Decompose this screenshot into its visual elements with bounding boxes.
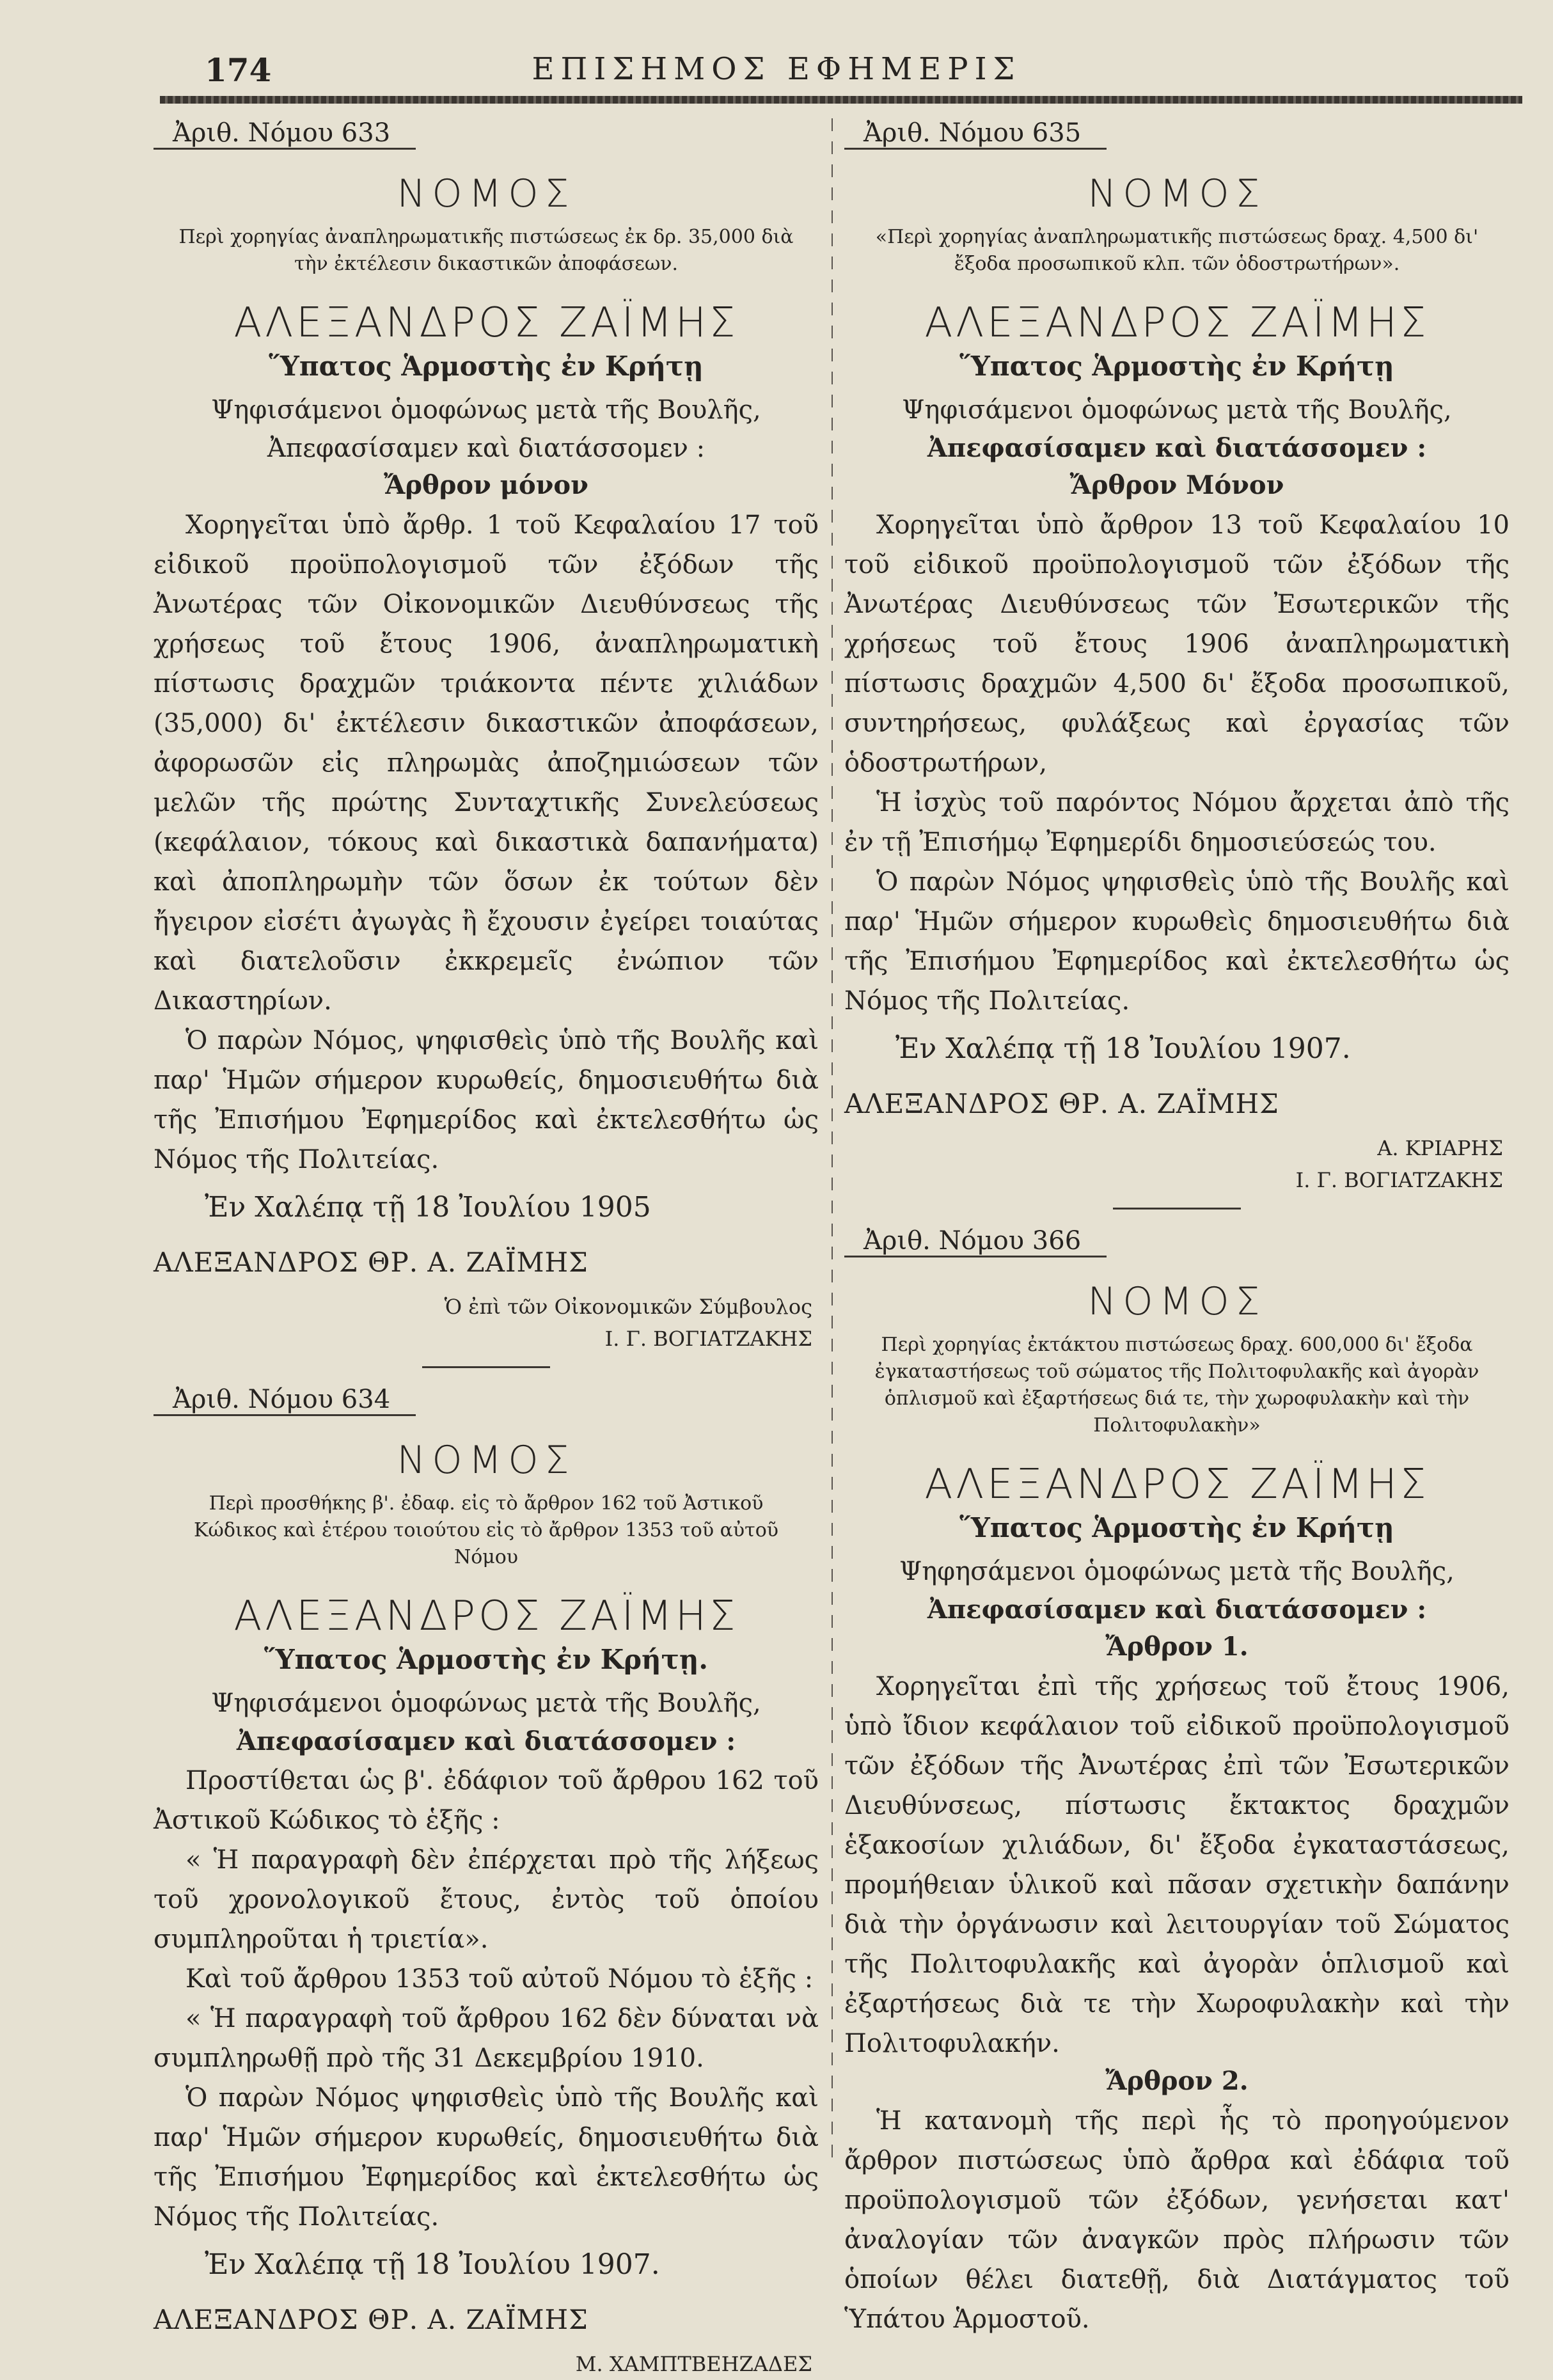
law-number: Ἀριθ. Νόμου 366: [844, 1226, 1107, 1257]
issuer-name: ΑΛΕΞΑΝΔΡΟΣ ΖΑΪΜΗΣ: [924, 299, 1430, 347]
law-subject: «Περὶ χορηγίας ἀναπληρωματικῆς πιστώσεως δραχ. 4,500 δι' ἔξοδα προσωπικοῦ κλπ. τῶν ὁδοστρωτήρων».: [875, 226, 1479, 275]
issuer-title: Ὕπατος Ἁρμοστὴς ἐν Κρήτῃ: [269, 351, 704, 382]
page-number: 174: [205, 51, 272, 89]
article-heading: Ἄρθρον 2.: [1105, 2066, 1249, 2096]
cosigner-name: Ι. Γ. ΒΟΓΙΑΤΖΑΚΗΣ: [1295, 1168, 1503, 1192]
law-paragraph: Χορηγεῖται ἐπὶ τῆς χρήσεως τοῦ ἔτους 1906, ὑπὸ ἴδιον κεφάλαιον τοῦ εἰδικοῦ προϋπολογισμοῦ τῶν ἐξόδων τῆς Ἀνωτέρας ἐπὶ τῶν Ἐσωτερικῶν Διευθύνσεως, πίστωσις ἔκτακτος δραχμῶν ἑξακοσίων χιλιάδων, δι' ἔξοδα ἐγκαταστάσεως, προμήθειαν ὑλικοῦ καὶ πᾶσαν σχετικὴν δαπάνην διὰ τὴν ὀργάνωσιν καὶ λειτουργίαν τοῦ Σώματος τῆς Πολιτοφυλακῆς καὶ ἀγορὰν ὁπλισμοῦ καὶ ἐξαρτήσεως διὰ τε τὴν Χωροφυλακὴν καὶ τὴν Πολιτοφυλακήν.: [844, 1672, 1510, 2058]
law-634: [154, 1385, 819, 2380]
right-column: [844, 118, 1510, 2339]
enactment-formula: Ψηφισάμενοι ὁμοφώνως μετὰ τῆς Βουλῆς,: [902, 395, 1452, 425]
law-633: [154, 118, 819, 1368]
law-heading: ΝΟΜΟΣ: [397, 171, 576, 216]
issuer-name: ΑΛΕΞΑΝΔΡΟΣ ΖΑΪΜΗΣ: [233, 299, 739, 347]
enactment-formula: Ψηφισάμενοι ὁμοφώνως μετὰ τῆς Βουλῆς,: [211, 1689, 761, 1718]
law-date: Ἐν Χαλέπᾳ τῇ 18 Ἰουλίου 1907.: [205, 2248, 660, 2281]
decree-formula: Ἀπεφασίσαμεν καὶ διατάσσομεν :: [927, 1595, 1427, 1625]
issuer-name: ΑΛΕΞΑΝΔΡΟΣ ΖΑΪΜΗΣ: [233, 1593, 739, 1640]
law-635: [844, 118, 1510, 1210]
issuer-title: Ὕπατος Ἁρμοστὴς ἐν Κρήτῃ: [959, 1512, 1394, 1543]
law-number: Ἀριθ. Νόμου 633: [154, 118, 416, 150]
law-separator: [422, 1366, 550, 1368]
decree-formula: Ἀπεφασίσαμεν καὶ διατάσσομεν :: [267, 434, 706, 463]
signature: ΑΛΕΞΑΝΔΡΟΣ ΘΡ. Α. ΖΑΪΜΗΣ: [844, 1088, 1279, 1119]
signature: ΑΛΕΞΑΝΔΡΟΣ ΘΡ. Α. ΖΑΪΜΗΣ: [154, 1247, 588, 1278]
cosigner-name: Α. ΚΡΙΑΡΗΣ: [1377, 1136, 1503, 1160]
law-paragraph: Ὁ παρὼν Νόμος ψηφισθεὶς ὑπὸ τῆς Βουλῆς καὶ παρ' Ἡμῶν σήμερον κυρωθείς, δημοσιευθήτω διὰ τῆς Ἐπισήμου Ἐφημερίδος καὶ ἐκτελεσθήτω ὡς Νόμος τῆς Πολιτείας.: [154, 2083, 819, 2232]
gazette-title: ΕΠΙΣΗΜΟΣ ΕΦΗΜΕΡΙΣ: [532, 51, 1021, 87]
law-subject: Περὶ προσθήκης β'. ἐδαφ. εἰς τὸ ἄρθρον 162 τοῦ Ἀστικοῦ Κώδικος καὶ ἑτέρου τοιούτου εἰς τὸ ἄρθρον 1353 τοῦ αὐτοῦ Νόμου: [194, 1492, 778, 1568]
issuer-name: ΑΛΕΞΑΝΔΡΟΣ ΖΑΪΜΗΣ: [924, 1461, 1430, 1508]
decree-formula: Ἀπεφασίσαμεν καὶ διατάσσομεν :: [927, 433, 1427, 463]
law-number: Ἀριθ. Νόμου 635: [844, 118, 1107, 150]
law-heading: ΝΟΜΟΣ: [1087, 1279, 1266, 1324]
law-paragraph: Ἡ κατανομὴ τῆς περὶ ἧς τὸ προηγούμενον ἄρθρον πιστώσεως ὑπὸ ἄρθρα καὶ ἐδάφια τοῦ προϋπολογισμοῦ τῶν ἐξόδων, γενήσεται κατ' ἀναλογίαν τῶν ἀναγκῶν πρὸς πλήρωσιν τῶν ὁποίων θέλει διατεθῇ, διὰ Διατάγματος τοῦ Ὑπάτου Ἁρμοστοῦ.: [844, 2106, 1510, 2334]
law-subject: Περὶ χορηγίας ἀναπληρωματικῆς πιστώσεως ἐκ δρ. 35,000 διὰ τὴν ἐκτέλεσιν δικαστικῶν ἀποφάσεων.: [178, 226, 794, 275]
law-paragraph: Προστίθεται ὡς β'. ἐδάφιον τοῦ ἄρθρου 162 τοῦ Ἀστικοῦ Κώδικος τὸ ἑξῆς :: [154, 1766, 819, 1835]
header-rule: [160, 96, 1522, 104]
law-heading: ΝΟΜΟΣ: [397, 1438, 576, 1483]
issuer-title: Ὕπατος Ἁρμοστὴς ἐν Κρήτῃ.: [264, 1644, 709, 1675]
article-heading: Ἄρθρον 1.: [1105, 1632, 1249, 1662]
signature: ΑΛΕΞΑΝΔΡΟΣ ΘΡ. Α. ΖΑΪΜΗΣ: [154, 2304, 588, 2335]
enactment-formula: Ψηφισάμενοι ὁμοφώνως μετὰ τῆς Βουλῆς,: [211, 395, 761, 425]
law-paragraph: Ὁ παρὼν Νόμος ψηφισθεὶς ὑπὸ τῆς Βουλῆς καὶ παρ' Ἡμῶν σήμερον κυρωθεὶς δημοσιευθήτω διὰ τῆς Ἐπισήμου Ἐφημερίδος καὶ ἐκτελεσθήτω ὡς Νόμος τῆς Πολιτείας.: [844, 867, 1510, 1016]
law-paragraph: « Ἡ παραγραφὴ δὲν ἐπέρχεται πρὸ τῆς λήξεως τοῦ χρονολογικοῦ ἔτους, ἐντὸς τοῦ ὁποίου συμπληροῦται ἡ τριετία».: [154, 1845, 819, 1954]
law-paragraph: Ἡ ἰσχὺς τοῦ παρόντος Νόμου ἄρχεται ἀπὸ τῆς ἐν τῇ Ἐπισήμῳ Ἐφημερίδι δημοσιεύσεώς του.: [844, 788, 1510, 857]
law-number: Ἀριθ. Νόμου 634: [154, 1385, 416, 1416]
law-paragraph: Χορηγεῖται ὑπὸ ἄρθρ. 1 τοῦ Κεφαλαίου 17 τοῦ εἰδικοῦ προϋπολογισμοῦ τῶν ἐξόδων τῆς Ἀνωτέρας τῶν Οἰκονομικῶν Διευθύνσεως τῆς χρήσεως τοῦ ἔτους 1906, ἀναπληρωματικὴ πίστωσις δραχμῶν τριάκοντα πέντε χιλιάδων (35,000) δι' ἐκτέλεσιν δικαστικῶν ἀποφάσεων, ἀφορωσῶν εἰς πληρωμὰς ἀποζημιώσεων τῶν μελῶν τῆς πρώτης Συνταχτικῆς Συνελεύσεως (κεφάλαιον, τόκους καὶ δικαστικὰ δαπανήματα) καὶ ἀποπληρωμὴν τῶν ὅσων ἐκ τούτων δὲν ἤγειρον εἰσέτι ἀγωγὰς ἢ ἔχουσιν ἐγείρει τοιαύτας καὶ διατελοῦσιν ἐκκρεμεῖς ἐνώπιον τῶν Δικαστηρίων.: [154, 510, 819, 1016]
cosigner-name: Μ. ΧΑΜΠΤΒΕΗΖΑΔΕΣ: [575, 2352, 812, 2376]
law-separator: [1113, 1208, 1241, 1210]
article-heading: Ἄρθρον μόνον: [384, 470, 588, 500]
left-column: [154, 118, 819, 2380]
issuer-title: Ὕπατος Ἁρμοστὴς ἐν Κρήτῃ: [959, 351, 1394, 382]
article-heading: Ἄρθρον Μόνον: [1069, 470, 1284, 500]
law-heading: ΝΟΜΟΣ: [1087, 171, 1266, 216]
decree-formula: Ἀπεφασίσαμεν καὶ διατάσσομεν :: [236, 1726, 736, 1756]
cosigner-name: Ι. Γ. ΒΟΓΙΑΤΖΑΚΗΣ: [604, 1327, 812, 1351]
law-paragraph: « Ἡ παραγραφὴ τοῦ ἄρθρου 162 δὲν δύναται νὰ συμπληρωθῇ πρὸ τῆς 31 Δεκεμβρίου 1910.: [154, 2004, 819, 2073]
law-subject: Περὶ χορηγίας ἐκτάκτου πιστώσεως δραχ. 600,000 δι' ἔξοδα ἐγκαταστήσεως τοῦ σώματος τῆς Πολιτοφυλακῆς καὶ ἀγορὰν ὁπλισμοῦ καὶ ἐξαρτήσεως διά τε, τὴν χωροφυλακὴν καὶ τὴν Πολιτοφυλακὴν»: [874, 1334, 1479, 1437]
law-366: [844, 1226, 1510, 2339]
law-date: Ἐν Χαλέπᾳ τῇ 18 Ἰουλίου 1905: [205, 1191, 651, 1224]
law-date: Ἐν Χαλέπᾳ τῇ 18 Ἰουλίου 1907.: [895, 1032, 1351, 1065]
column-divider: [832, 118, 833, 2165]
enactment-formula: Ψηφησάμενοι ὁμοφώνως μετὰ τῆς Βουλῆς,: [899, 1557, 1454, 1586]
law-paragraph: Ὁ παρὼν Νόμος, ψηφισθεὶς ὑπὸ τῆς Βουλῆς καὶ παρ' Ἡμῶν σήμερον κυρωθείς, δημοσιευθήτω διὰ τῆς Ἐπισήμου Ἐφημερίδος καὶ ἐκτελεσθήτω ὡς Νόμος τῆς Πολιτείας.: [154, 1026, 819, 1174]
law-paragraph: Καὶ τοῦ ἄρθρου 1353 τοῦ αὐτοῦ Νόμου τὸ ἑξῆς :: [185, 1964, 814, 1994]
law-paragraph: Χορηγεῖται ὑπὸ ἄρθρον 13 τοῦ Κεφαλαίου 10 τοῦ εἰδικοῦ προϋπολογισμοῦ τῶν ἐξόδων τῆς Ἀνωτέρας Διευθύνσεως τῶν Ἐσωτερικῶν τῆς χρήσεως τοῦ ἔτους 1906 ἀναπληρωματικὴ πίστωσις δραχμῶν 4,500 δι' ἔξοδα προσωπικοῦ, συντηρήσεως, φυλάξεως καὶ ἐργασίας τῶν ὁδοστρωτήρων,: [844, 510, 1510, 778]
cosigner-title: Ὁ ἐπὶ τῶν Οἰκονομικῶν Σύμβουλος: [444, 1295, 812, 1319]
